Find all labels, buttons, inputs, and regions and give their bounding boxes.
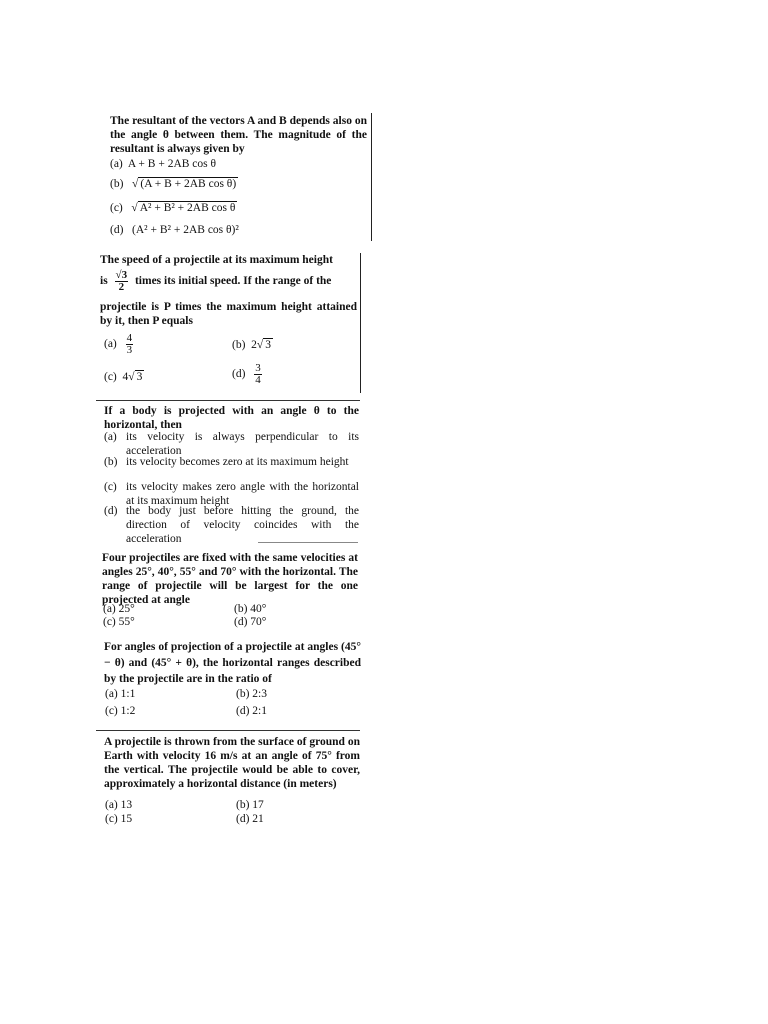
q2-question-line1: The speed of a projectile at its maximum height — [100, 254, 333, 266]
q4-question-text: Four projectiles are fixed with the same velocities at angles 25°, 40°, 55° and 70° with the horizontal. The range of projectile will be largest for the one projected at angle — [102, 552, 358, 606]
q2-option-a-frac — [126, 333, 134, 356]
q2-fraction-num: √3 — [115, 269, 128, 281]
q2-option-a-num: 4 — [126, 332, 133, 344]
q2-fraction — [115, 270, 129, 293]
q2-right-border — [360, 253, 361, 393]
q3-bottom-divider — [258, 542, 358, 543]
sqrt-icon: √ — [128, 371, 135, 383]
q2-option-d — [232, 363, 262, 386]
q3-option-d-text: the body just before hitting the ground, the direction of velocity coincides with the acceleration — [126, 505, 359, 545]
q5-option-c: (c) 1:2 — [105, 705, 136, 717]
q4-option-b: (b) 40° — [234, 603, 267, 615]
q6-option-a: (a) 13 — [105, 799, 133, 811]
q2-option-c-rad: 3 — [136, 371, 143, 383]
q2-option-c-label: (c) — [104, 371, 117, 383]
q2-question-line2 — [100, 270, 331, 293]
q2-question-line3: projectile is P times the maximum height attained by it, then P equals — [100, 301, 357, 327]
q3-option-c-text: its velocity makes zero angle with the horizontal at its maximum height — [126, 481, 359, 507]
q3-top-divider — [96, 400, 360, 401]
q2-option-d-label: (d) — [232, 368, 246, 381]
q1-option-d-expr: (A² + B² + 2AB cos θ)² — [132, 224, 239, 236]
sqrt-icon: √ — [131, 202, 138, 214]
q1-option-b-label: (b) — [110, 178, 124, 190]
q2-is: is — [100, 275, 108, 288]
q2-option-d-num: 3 — [255, 362, 261, 374]
q6-top-divider — [96, 730, 360, 731]
q1-option-d-label: (d) — [110, 224, 124, 236]
q3-question-text: If a body is projected with an angle θ to the horizontal, then — [104, 405, 359, 431]
q2-option-a — [104, 333, 133, 356]
q2-line2-rest: times its initial speed. If the range of the — [134, 275, 332, 288]
q2-option-a-den: 3 — [126, 344, 133, 356]
q2-option-b-coef: 2 — [251, 339, 257, 351]
sqrt-icon: √ — [132, 178, 139, 190]
q1-option-a — [110, 157, 216, 171]
q2-option-b — [232, 338, 273, 352]
q5-option-a: (a) 1:1 — [105, 688, 136, 700]
q2-option-a-label: (a) — [104, 338, 117, 351]
q5-option-d: (d) 2:1 — [236, 705, 267, 717]
q5-option-b: (b) 2:3 — [236, 688, 267, 700]
q1-option-c-label: (c) — [110, 202, 123, 214]
q6-option-b: (b) 17 — [236, 799, 264, 811]
q2-option-c-coef: 4 — [122, 371, 129, 383]
q6-option-d: (d) 21 — [236, 813, 264, 825]
q3-option-b-label: (b) — [104, 456, 118, 468]
q3-option-a — [104, 430, 359, 458]
q1-option-c-expr: A² + B² + 2AB cos θ — [139, 202, 236, 214]
sqrt-icon: √ — [256, 339, 264, 351]
q3-option-b-text: its velocity becomes zero at its maximum height — [126, 456, 349, 468]
q1-question-text: The resultant of the vectors A and B depends also on the angle θ between them. The magnitude of the resultant is always given by — [110, 115, 367, 155]
q3-option-a-label: (a) — [104, 431, 117, 443]
q6-question-text: A projectile is thrown from the surface of ground on Earth with velocity 16 m/s at an angle of 75° from the vertical. The projectile would be able to cover, approximately a horizontal distance (in meters) — [104, 736, 360, 790]
q3-option-b — [104, 455, 359, 469]
q2-option-d-frac — [254, 363, 262, 386]
q1-option-b — [110, 177, 238, 191]
q1-option-b-expr: (A + B + 2AB cos θ) — [140, 178, 237, 190]
q2-fraction-den: 2 — [118, 281, 125, 293]
q1-option-a-expr: A + B + 2AB cos θ — [127, 158, 217, 170]
q2-option-d-den: 4 — [255, 374, 261, 386]
q2-option-c — [104, 370, 144, 384]
q3-option-c-label: (c) — [104, 481, 117, 493]
q4-option-a: (a) 25° — [103, 603, 135, 615]
q4-option-c: (c) 55° — [103, 616, 135, 628]
q1-right-border — [371, 113, 372, 241]
q1-option-a-label: (a) — [110, 158, 123, 170]
q1-option-d — [110, 223, 239, 237]
q3-option-d-label: (d) — [104, 505, 118, 517]
q2-option-b-rad: 3 — [265, 339, 271, 351]
q6-option-c: (c) 15 — [105, 813, 133, 825]
q1-option-c — [110, 201, 237, 215]
q5-question-text: For angles of projection of a projectile at angles (45° − θ) and (45° + θ), the horizontal ranges described by the projectile are in the ratio of — [104, 641, 361, 685]
q3-option-d — [104, 504, 359, 546]
q3-option-a-text: its velocity is always perpendicular to its acceleration — [126, 431, 359, 457]
q4-option-d: (d) 70° — [234, 616, 267, 628]
q2-option-b-label: (b) — [232, 339, 246, 351]
